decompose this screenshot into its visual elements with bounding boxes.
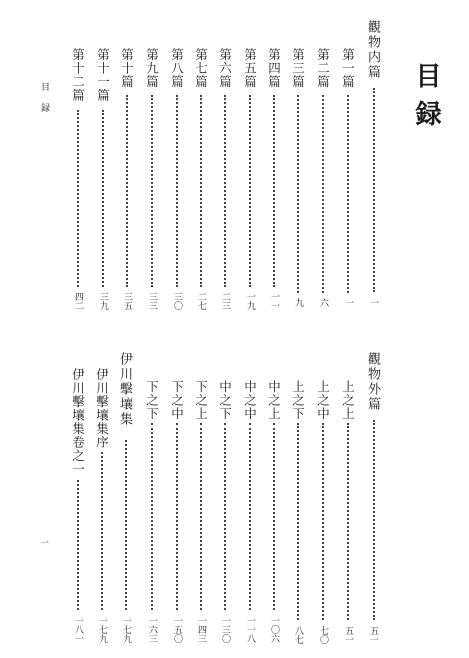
toc-entry-label: 第十篇 bbox=[119, 48, 135, 89]
dot-leader bbox=[224, 95, 226, 287]
page-number: 一 bbox=[368, 298, 378, 307]
toc-entry-label: 下之下 bbox=[144, 380, 160, 421]
dot-leader bbox=[126, 95, 128, 287]
dot-leader bbox=[347, 95, 349, 293]
toc-entry-label: 伊川擊壤集序 bbox=[94, 368, 110, 449]
running-head: 目録 bbox=[39, 82, 49, 124]
page-number: 一一 bbox=[269, 292, 279, 310]
toc-entry-label: 第一篇 bbox=[340, 48, 356, 89]
toc-entry-label: 下之上 bbox=[193, 380, 209, 421]
page-number: 九 bbox=[293, 298, 303, 307]
toc-section-header: 伊川擊壤集 bbox=[117, 352, 132, 427]
toc-entry-label: 上之上 bbox=[340, 380, 356, 421]
toc-entry-label: 第十二篇 bbox=[70, 48, 86, 102]
dot-leader bbox=[200, 95, 202, 287]
toc-section-header: 觀物外篇 bbox=[365, 352, 380, 412]
toc-entry-label: 第九篇 bbox=[144, 48, 160, 89]
dot-leader bbox=[249, 95, 251, 287]
toc-entry-label: 第八篇 bbox=[169, 48, 185, 89]
page-number: 二七 bbox=[196, 292, 206, 310]
dot-leader bbox=[273, 423, 275, 610]
dot-leader bbox=[200, 423, 202, 610]
page-number: 一五〇 bbox=[172, 616, 182, 643]
page-number: 八七 bbox=[293, 626, 303, 644]
toc-entry-label: 中之中 bbox=[242, 380, 258, 421]
toc-entry-label: 第十一篇 bbox=[95, 48, 111, 102]
folio: 一 bbox=[38, 538, 48, 547]
dot-leader bbox=[125, 440, 127, 610]
toc-entry-label: 伊川擊壤集卷之一 bbox=[70, 368, 86, 476]
dot-leader bbox=[273, 95, 275, 287]
page-number: 七〇 bbox=[318, 626, 328, 644]
toc-entry-label: 第三篇 bbox=[290, 48, 306, 89]
page-number: 一六三 bbox=[147, 616, 157, 643]
toc-entry-label: 第六篇 bbox=[217, 48, 233, 89]
page-number: 三五 bbox=[122, 292, 132, 310]
dot-leader bbox=[373, 420, 375, 620]
page-number: 一九 bbox=[245, 292, 255, 310]
dot-leader bbox=[373, 88, 375, 292]
toc-section-header: 觀物内篇 bbox=[365, 20, 380, 80]
page-number: 三九 bbox=[98, 292, 108, 310]
toc-entry-label: 第七篇 bbox=[193, 48, 209, 89]
page-number: 一三〇 bbox=[220, 616, 230, 643]
dot-leader bbox=[77, 480, 79, 610]
toc-entry-label: 上之下 bbox=[290, 380, 306, 421]
toc-entry-label: 第二篇 bbox=[315, 48, 331, 89]
dot-leader bbox=[77, 110, 79, 287]
toc-entry-label: 第四篇 bbox=[266, 48, 282, 89]
dot-leader bbox=[224, 423, 226, 610]
toc-entry-label: 中之下 bbox=[217, 380, 233, 421]
page-number: 一四三 bbox=[196, 616, 206, 643]
page-number: 一 bbox=[343, 298, 353, 307]
dot-leader bbox=[347, 423, 349, 620]
page-number: 六 bbox=[318, 298, 328, 307]
page-number: 二三 bbox=[220, 292, 230, 310]
page-number: 五一 bbox=[343, 626, 353, 644]
dot-leader bbox=[176, 423, 178, 610]
toc-entry-label: 中之上 bbox=[266, 380, 282, 421]
page-number: 三三 bbox=[147, 292, 157, 310]
dot-leader bbox=[102, 110, 104, 287]
page-number: 四二 bbox=[73, 292, 83, 310]
page-title: 目録 bbox=[411, 62, 441, 138]
toc-entry-label: 下之中 bbox=[169, 380, 185, 421]
toc-entry-label: 第五篇 bbox=[242, 48, 258, 89]
dot-leader bbox=[322, 95, 324, 293]
page-number: 五一 bbox=[368, 626, 378, 644]
dot-leader bbox=[151, 95, 153, 287]
dot-leader bbox=[101, 452, 103, 610]
page-number: 一七九 bbox=[97, 616, 107, 643]
toc-entry-label: 上之中 bbox=[315, 380, 331, 421]
dot-leader bbox=[297, 95, 299, 293]
dot-leader bbox=[249, 423, 251, 610]
page-number: 三〇 bbox=[172, 292, 182, 310]
page-number: 一七九 bbox=[121, 616, 131, 643]
page-number: 一一八 bbox=[245, 616, 255, 643]
dot-leader bbox=[151, 423, 153, 610]
dot-leader bbox=[322, 423, 324, 620]
dot-leader bbox=[297, 423, 299, 620]
page-number: 一八一 bbox=[73, 616, 83, 643]
dot-leader bbox=[176, 95, 178, 287]
page-number: 一〇六 bbox=[269, 616, 279, 643]
